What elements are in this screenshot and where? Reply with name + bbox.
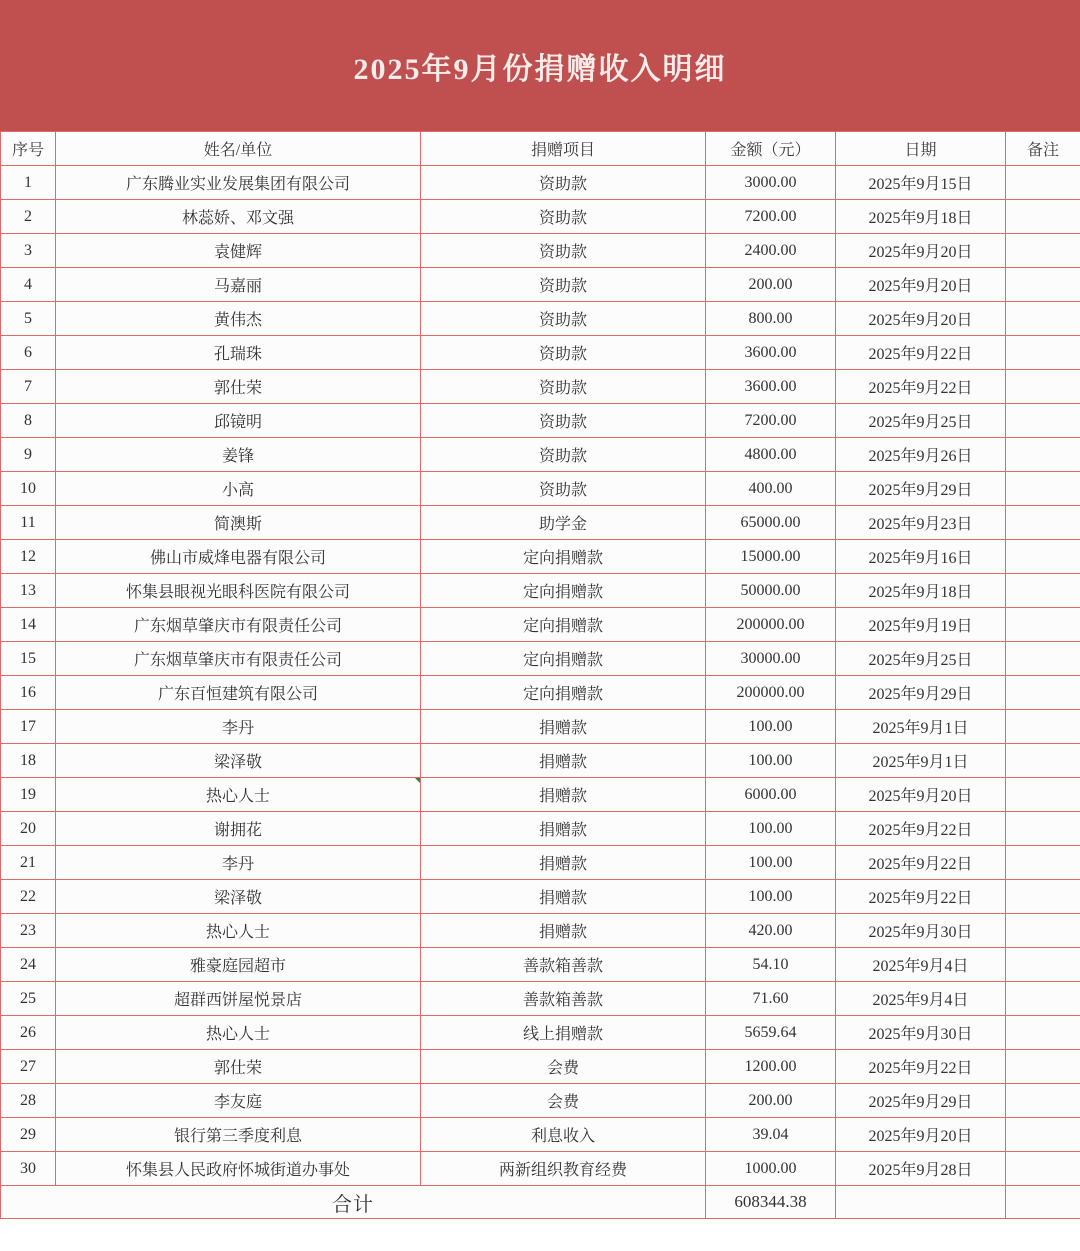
cell-date: 2025年9月16日: [836, 540, 1006, 574]
comment-marker-icon: [415, 778, 420, 783]
cell-no: 15: [1, 642, 56, 676]
cell-no: 5: [1, 302, 56, 336]
cell-project: 助学金: [421, 506, 706, 540]
cell-name: 袁健辉: [56, 234, 421, 268]
cell-note: [1006, 1152, 1080, 1186]
cell-amount: 6000.00: [706, 778, 836, 812]
cell-no: 21: [1, 846, 56, 880]
cell-project: 善款箱善款: [421, 982, 706, 1016]
cell-note: [1006, 710, 1080, 744]
cell-note: [1006, 812, 1080, 846]
table-row: [1, 370, 1080, 404]
cell-note: [1006, 1016, 1080, 1050]
cell-amount: 4800.00: [706, 438, 836, 472]
cell-amount: 39.04: [706, 1118, 836, 1152]
cell-date: 2025年9月1日: [836, 744, 1006, 778]
cell-no: 29: [1, 1118, 56, 1152]
cell-project: 定向捐赠款: [421, 642, 706, 676]
table-row: [1, 914, 1080, 948]
cell-amount: 800.00: [706, 302, 836, 336]
cell-amount: 100.00: [706, 744, 836, 778]
cell-no: 16: [1, 676, 56, 710]
cell-amount: 71.60: [706, 982, 836, 1016]
cell-amount: 100.00: [706, 710, 836, 744]
cell-project: 资助款: [421, 438, 706, 472]
cell-date: 2025年9月22日: [836, 846, 1006, 880]
cell-date: 2025年9月28日: [836, 1152, 1006, 1186]
cell-amount: 5659.64: [706, 1016, 836, 1050]
column-header-project: 捐赠项目: [421, 132, 706, 166]
table-header: [1, 132, 1080, 166]
cell-project: 捐赠款: [421, 744, 706, 778]
cell-project: 捐赠款: [421, 914, 706, 948]
header-row: [1, 132, 1080, 166]
cell-note: [1006, 336, 1080, 370]
cell-name: 银行第三季度利息: [56, 1118, 421, 1152]
cell-note: [1006, 166, 1080, 200]
table-row: [1, 778, 1080, 812]
cell-no: 1: [1, 166, 56, 200]
cell-name: 李友庭: [56, 1084, 421, 1118]
table-row: [1, 234, 1080, 268]
cell-date: 2025年9月22日: [836, 1050, 1006, 1084]
cell-name: 郭仕荣: [56, 370, 421, 404]
cell-name: 谢拥花: [56, 812, 421, 846]
table-row: [1, 574, 1080, 608]
cell-no: 12: [1, 540, 56, 574]
cell-project: 资助款: [421, 268, 706, 302]
cell-amount: 100.00: [706, 846, 836, 880]
cell-name: 热心人士: [56, 914, 421, 948]
cell-amount: 100.00: [706, 880, 836, 914]
cell-amount: 200000.00: [706, 676, 836, 710]
cell-no: 26: [1, 1016, 56, 1050]
cell-amount: 420.00: [706, 914, 836, 948]
table-row: [1, 642, 1080, 676]
cell-no: 9: [1, 438, 56, 472]
cell-project: 捐赠款: [421, 880, 706, 914]
page-title: 2025年9月份捐赠收入明细: [353, 52, 727, 86]
cell-date: 2025年9月22日: [836, 812, 1006, 846]
cell-note: [1006, 608, 1080, 642]
cell-name: 黄伟杰: [56, 302, 421, 336]
table-row: [1, 1118, 1080, 1152]
cell-name: 马嘉丽: [56, 268, 421, 302]
cell-no: 6: [1, 336, 56, 370]
cell-project: 定向捐赠款: [421, 574, 706, 608]
cell-no: 7: [1, 370, 56, 404]
cell-date: 2025年9月20日: [836, 302, 1006, 336]
cell-project: 定向捐赠款: [421, 608, 706, 642]
cell-project: 捐赠款: [421, 778, 706, 812]
table-row: [1, 1050, 1080, 1084]
cell-date: 2025年9月15日: [836, 166, 1006, 200]
cell-amount: 200000.00: [706, 608, 836, 642]
cell-project: 定向捐赠款: [421, 540, 706, 574]
table-row: [1, 948, 1080, 982]
cell-no: 25: [1, 982, 56, 1016]
table-row: [1, 608, 1080, 642]
cell-amount: 2400.00: [706, 234, 836, 268]
cell-note: [1006, 1118, 1080, 1152]
cell-date: 2025年9月20日: [836, 234, 1006, 268]
cell-date: 2025年9月22日: [836, 370, 1006, 404]
cell-note: [1006, 846, 1080, 880]
cell-no: 19: [1, 778, 56, 812]
cell-project: 资助款: [421, 302, 706, 336]
cell-date: 2025年9月20日: [836, 1118, 1006, 1152]
table-row: [1, 404, 1080, 438]
table-row: [1, 846, 1080, 880]
cell-no: 28: [1, 1084, 56, 1118]
cell-note: [1006, 880, 1080, 914]
cell-note: [1006, 472, 1080, 506]
cell-amount: 1000.00: [706, 1152, 836, 1186]
cell-amount: 15000.00: [706, 540, 836, 574]
cell-date: 2025年9月19日: [836, 608, 1006, 642]
cell-name: 超群西饼屋悦景店: [56, 982, 421, 1016]
table-row: [1, 812, 1080, 846]
cell-amount: 54.10: [706, 948, 836, 982]
cell-date: 2025年9月25日: [836, 404, 1006, 438]
table-body: [1, 166, 1080, 1186]
cell-note: [1006, 404, 1080, 438]
cell-date: 2025年9月22日: [836, 336, 1006, 370]
cell-no: 17: [1, 710, 56, 744]
cell-amount: 200.00: [706, 1084, 836, 1118]
cell-project: 定向捐赠款: [421, 676, 706, 710]
cell-project: 会费: [421, 1084, 706, 1118]
column-header-amount: 金额（元）: [706, 132, 836, 166]
cell-no: 2: [1, 200, 56, 234]
cell-note: [1006, 506, 1080, 540]
table-row: [1, 200, 1080, 234]
cell-no: 30: [1, 1152, 56, 1186]
cell-name: 郭仕荣: [56, 1050, 421, 1084]
cell-name: 孔瑞珠: [56, 336, 421, 370]
cell-project: 线上捐赠款: [421, 1016, 706, 1050]
cell-amount: 7200.00: [706, 404, 836, 438]
cell-note: [1006, 268, 1080, 302]
cell-project: 资助款: [421, 370, 706, 404]
table-row: [1, 1152, 1080, 1186]
cell-project: 捐赠款: [421, 812, 706, 846]
cell-name: 李丹: [56, 846, 421, 880]
table-row: [1, 268, 1080, 302]
cell-name: 广东腾业实业发展集团有限公司: [56, 166, 421, 200]
total-date-cell: [836, 1186, 1006, 1219]
cell-note: [1006, 982, 1080, 1016]
cell-note: [1006, 234, 1080, 268]
column-header-date: 日期: [836, 132, 1006, 166]
cell-no: 4: [1, 268, 56, 302]
cell-amount: 1200.00: [706, 1050, 836, 1084]
cell-name: 梁泽敬: [56, 880, 421, 914]
cell-name: 邱镜明: [56, 404, 421, 438]
cell-date: 2025年9月25日: [836, 642, 1006, 676]
cell-name: 林蕊娇、邓文强: [56, 200, 421, 234]
cell-no: 14: [1, 608, 56, 642]
cell-note: [1006, 676, 1080, 710]
cell-amount: 50000.00: [706, 574, 836, 608]
donation-table: [0, 131, 1080, 1219]
cell-amount: 400.00: [706, 472, 836, 506]
cell-note: [1006, 200, 1080, 234]
cell-project: 会费: [421, 1050, 706, 1084]
cell-project: 资助款: [421, 166, 706, 200]
cell-name: 广东百恒建筑有限公司: [56, 676, 421, 710]
cell-date: 2025年9月4日: [836, 982, 1006, 1016]
cell-date: 2025年9月30日: [836, 914, 1006, 948]
cell-no: 18: [1, 744, 56, 778]
total-label: 合计: [1, 1186, 706, 1219]
table-row: [1, 166, 1080, 200]
cell-name: 梁泽敬: [56, 744, 421, 778]
cell-amount: 65000.00: [706, 506, 836, 540]
table-row: [1, 744, 1080, 778]
cell-project: 资助款: [421, 234, 706, 268]
total-row: [1, 1186, 1080, 1219]
cell-amount: 3600.00: [706, 336, 836, 370]
cell-name: 雅豪庭园超市: [56, 948, 421, 982]
cell-amount: 7200.00: [706, 200, 836, 234]
cell-amount: 100.00: [706, 812, 836, 846]
cell-note: [1006, 948, 1080, 982]
cell-name: 怀集县人民政府怀城街道办事处: [56, 1152, 421, 1186]
cell-project: 资助款: [421, 472, 706, 506]
cell-date: 2025年9月4日: [836, 948, 1006, 982]
cell-no: 8: [1, 404, 56, 438]
cell-note: [1006, 744, 1080, 778]
table-row: [1, 1016, 1080, 1050]
cell-date: 2025年9月20日: [836, 778, 1006, 812]
cell-no: 3: [1, 234, 56, 268]
cell-date: 2025年9月26日: [836, 438, 1006, 472]
cell-note: [1006, 540, 1080, 574]
column-header-note: 备注: [1006, 132, 1080, 166]
cell-amount: 3600.00: [706, 370, 836, 404]
cell-name: 李丹: [56, 710, 421, 744]
cell-date: 2025年9月18日: [836, 200, 1006, 234]
table-row: [1, 1084, 1080, 1118]
cell-note: [1006, 370, 1080, 404]
cell-project: 捐赠款: [421, 710, 706, 744]
cell-project: 两新组织教育经费: [421, 1152, 706, 1186]
total-note-cell: [1006, 1186, 1080, 1219]
cell-name: 怀集县眼视光眼科医院有限公司: [56, 574, 421, 608]
cell-project: 资助款: [421, 200, 706, 234]
cell-date: 2025年9月20日: [836, 268, 1006, 302]
column-header-no: 序号: [1, 132, 56, 166]
table-row: [1, 710, 1080, 744]
cell-no: 23: [1, 914, 56, 948]
cell-project: 捐赠款: [421, 846, 706, 880]
cell-note: [1006, 574, 1080, 608]
cell-note: [1006, 1084, 1080, 1118]
table-row: [1, 438, 1080, 472]
table-row: [1, 506, 1080, 540]
cell-name: 小高: [56, 472, 421, 506]
column-header-name: 姓名/单位: [56, 132, 421, 166]
cell-date: 2025年9月30日: [836, 1016, 1006, 1050]
cell-name: 姜锋: [56, 438, 421, 472]
cell-name: 佛山市威烽电器有限公司: [56, 540, 421, 574]
cell-name: 热心人士: [56, 1016, 421, 1050]
cell-amount: 200.00: [706, 268, 836, 302]
cell-project: 资助款: [421, 404, 706, 438]
cell-name: 热心人士: [56, 778, 421, 812]
cell-note: [1006, 642, 1080, 676]
cell-no: 10: [1, 472, 56, 506]
cell-no: 11: [1, 506, 56, 540]
cell-no: 27: [1, 1050, 56, 1084]
cell-date: 2025年9月18日: [836, 574, 1006, 608]
table-row: [1, 336, 1080, 370]
cell-amount: 3000.00: [706, 166, 836, 200]
title-band: [0, 0, 1080, 131]
cell-project: 资助款: [421, 336, 706, 370]
table-row: [1, 676, 1080, 710]
table-row: [1, 880, 1080, 914]
table-footer: [1, 1186, 1080, 1219]
cell-note: [1006, 914, 1080, 948]
cell-date: 2025年9月1日: [836, 710, 1006, 744]
cell-project: 善款箱善款: [421, 948, 706, 982]
cell-note: [1006, 302, 1080, 336]
cell-date: 2025年9月29日: [836, 676, 1006, 710]
cell-no: 20: [1, 812, 56, 846]
cell-project: 利息收入: [421, 1118, 706, 1152]
cell-name: 简澳斯: [56, 506, 421, 540]
cell-date: 2025年9月22日: [836, 880, 1006, 914]
cell-date: 2025年9月29日: [836, 472, 1006, 506]
cell-note: [1006, 1050, 1080, 1084]
cell-date: 2025年9月29日: [836, 1084, 1006, 1118]
cell-no: 22: [1, 880, 56, 914]
table-row: [1, 302, 1080, 336]
table-row: [1, 982, 1080, 1016]
table-row: [1, 472, 1080, 506]
cell-name: 广东烟草肇庆市有限责任公司: [56, 608, 421, 642]
cell-name: 广东烟草肇庆市有限责任公司: [56, 642, 421, 676]
cell-note: [1006, 778, 1080, 812]
cell-no: 13: [1, 574, 56, 608]
cell-amount: 30000.00: [706, 642, 836, 676]
table-row: [1, 540, 1080, 574]
cell-date: 2025年9月23日: [836, 506, 1006, 540]
total-amount: 608344.38: [706, 1186, 836, 1219]
cell-note: [1006, 438, 1080, 472]
cell-no: 24: [1, 948, 56, 982]
